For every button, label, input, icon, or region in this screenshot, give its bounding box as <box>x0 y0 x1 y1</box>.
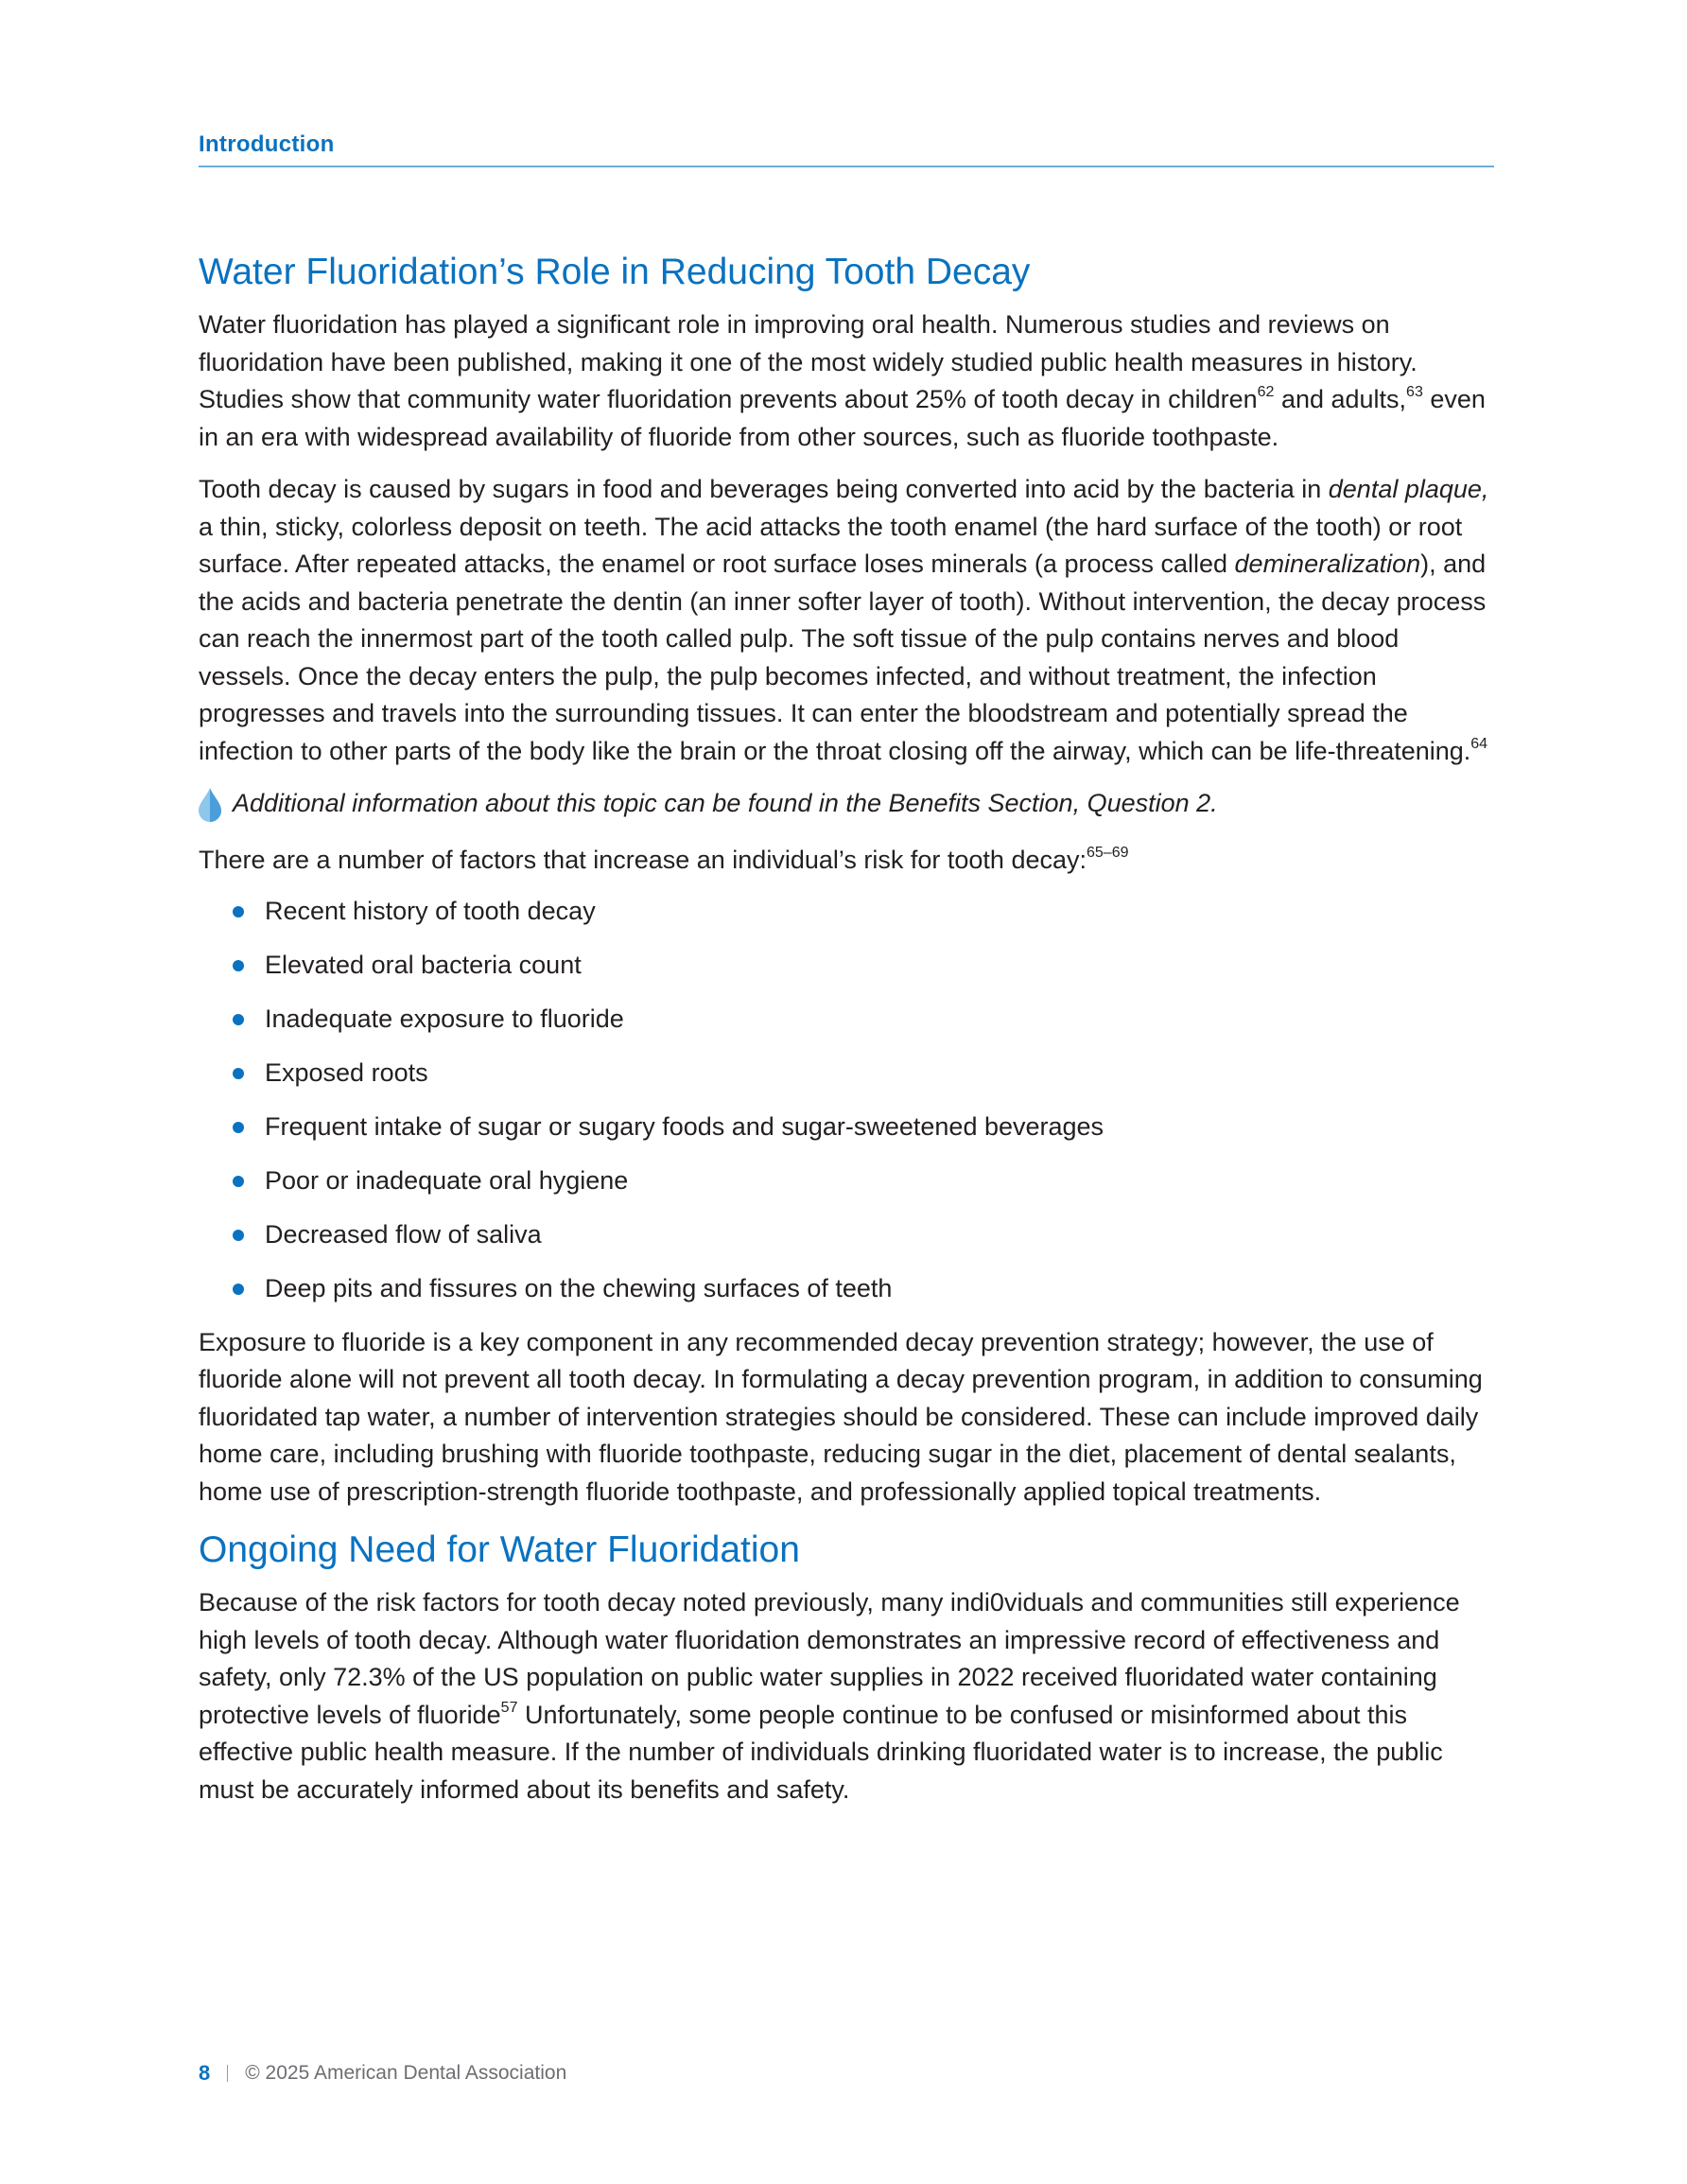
main-content <box>199 248 1494 1824</box>
list-item-text: Elevated oral bacteria count <box>265 950 582 979</box>
bullet <box>233 1068 244 1079</box>
paragraph-risk-intro <box>199 842 1494 880</box>
list-item <box>199 947 1494 985</box>
text-run: Tooth decay is caused by sugars in food and beverages being converted into acid by the bacteria in <box>199 475 1329 503</box>
section-heading-fluoridation-role: Water Fluoridation’s Role in Reducing Tooth Decay <box>199 252 1031 292</box>
list-item <box>199 1055 1494 1092</box>
section-heading-ongoing-need: Ongoing Need for Water Fluoridation <box>199 1529 800 1570</box>
term-dental-plaque: dental plaque, <box>1328 475 1489 503</box>
copyright-text: © 2025 American Dental Association <box>245 2062 567 2084</box>
note-text: Additional information about this topic can be found in the Benefits Section, Question 2. <box>233 789 1218 817</box>
text-run: There are a number of factors that increase an individual’s risk for tooth decay: <box>199 846 1087 874</box>
text-run: and adults, <box>1274 385 1407 413</box>
list-item-text: Decreased flow of saliva <box>265 1219 542 1249</box>
bullet <box>233 906 244 917</box>
cross-reference-note <box>196 785 1494 823</box>
citation-62: 62 <box>1257 384 1275 400</box>
text-run: Unfortunately, some people continue to be confused or misinformed about this effective public health measure. If the number of individuals drinking fluoridated water is to increase, the public must be accurately informed about its benefits and safety. <box>199 1700 1443 1804</box>
list-item <box>199 1001 1494 1039</box>
bullet <box>233 1284 244 1295</box>
paragraph-decay-process <box>199 471 1494 770</box>
citation-65-69: 65–69 <box>1087 845 1129 861</box>
header-rule <box>199 166 1494 167</box>
page-number: 8 <box>199 2061 211 2085</box>
term-demineralization: demineralization <box>1234 550 1421 578</box>
list-item-text: Deep pits and fissures on the chewing surfaces of teeth <box>265 1273 893 1302</box>
section-label: Introduction <box>199 131 335 157</box>
list-item <box>199 1270 1494 1308</box>
page <box>199 0 1494 2184</box>
list-item <box>199 1216 1494 1254</box>
list-item <box>199 1162 1494 1200</box>
bullet <box>233 1014 244 1025</box>
list-item-text: Poor or inadequate oral hygiene <box>265 1165 629 1195</box>
text-run: Because of the risk factors for tooth decay noted previously, many indi0viduals and communities still experience high levels of tooth decay. Although water fluoridation demonstrates an impressive record of effectiveness and safety, only 72.3% of the US population on public water supplies in 2022 received fluoridated water containing protective levels of fluoride <box>199 1588 1460 1729</box>
footer-divider <box>227 2065 228 2082</box>
bullet <box>233 1122 244 1133</box>
citation-63: 63 <box>1406 384 1423 400</box>
risk-factor-list <box>199 893 1494 1308</box>
text-run: a thin, sticky, colorless deposit on teeth. The acid attacks the tooth enamel (the hard surface of the tooth) or root surface. After repeated attacks, the enamel or root surface loses minerals (a process called <box>199 512 1463 578</box>
list-item-text: Recent history of tooth decay <box>265 896 596 925</box>
list-item-text: Frequent intake of sugar or sugary foods and sugar-sweetened beverages <box>265 1111 1104 1141</box>
list-item <box>199 893 1494 931</box>
list-item-text: Inadequate exposure to fluoride <box>265 1004 624 1033</box>
water-drop-icon <box>196 785 224 823</box>
bullet <box>233 1230 244 1241</box>
citation-64: 64 <box>1470 735 1488 752</box>
citation-57: 57 <box>500 1699 518 1716</box>
bullet <box>233 960 244 971</box>
text-run: ), and the acids and bacteria penetrate the dentin (an inner softer layer of tooth). Without intervention, the decay process can reach the innermost part of the tooth called pulp. The soft tissue of the pulp contains nerves and blood vessels. Once the decay enters the pulp, the pulp becomes infected, and without treatment, the infection progresses and travels into the surrounding tissues. It can enter the bloodstream and potentially spread the infection to other parts of the body like the brain or the throat closing off the airway, which can be life-threatening. <box>199 550 1487 765</box>
paragraph-ongoing-need <box>199 1584 1494 1808</box>
paragraph-prevention-strategy: Exposure to fluoride is a key component in any recommended decay prevention strategy; however, the use of fluoride alone will not prevent all tooth decay. In formulating a decay prevention program, in addition to consuming fluoridated tap water, a number of intervention strategies should be considered. These can include improved daily home care, including brushing with fluoride toothpaste, reducing sugar in the diet, placement of dental sealants, home use of prescription-strength fluoride toothpaste, and professionally applied topical treatments. <box>199 1327 1483 1506</box>
list-item-text: Exposed roots <box>265 1057 428 1087</box>
text-run: Water fluoridation has played a significant role in improving oral health. Numerous studies and reviews on fluoridation have been published, making it one of the most widely studied public health measures in history. Studies show that community water fluoridation prevents about 25% of tooth decay in children <box>199 310 1417 413</box>
text-run: even in an era with widespread availability of fluoride from other sources, such as fluoride toothpaste. <box>199 385 1486 451</box>
list-item <box>199 1109 1494 1146</box>
paragraph-intro <box>199 306 1494 456</box>
page-footer <box>199 2061 566 2086</box>
bullet <box>233 1176 244 1187</box>
